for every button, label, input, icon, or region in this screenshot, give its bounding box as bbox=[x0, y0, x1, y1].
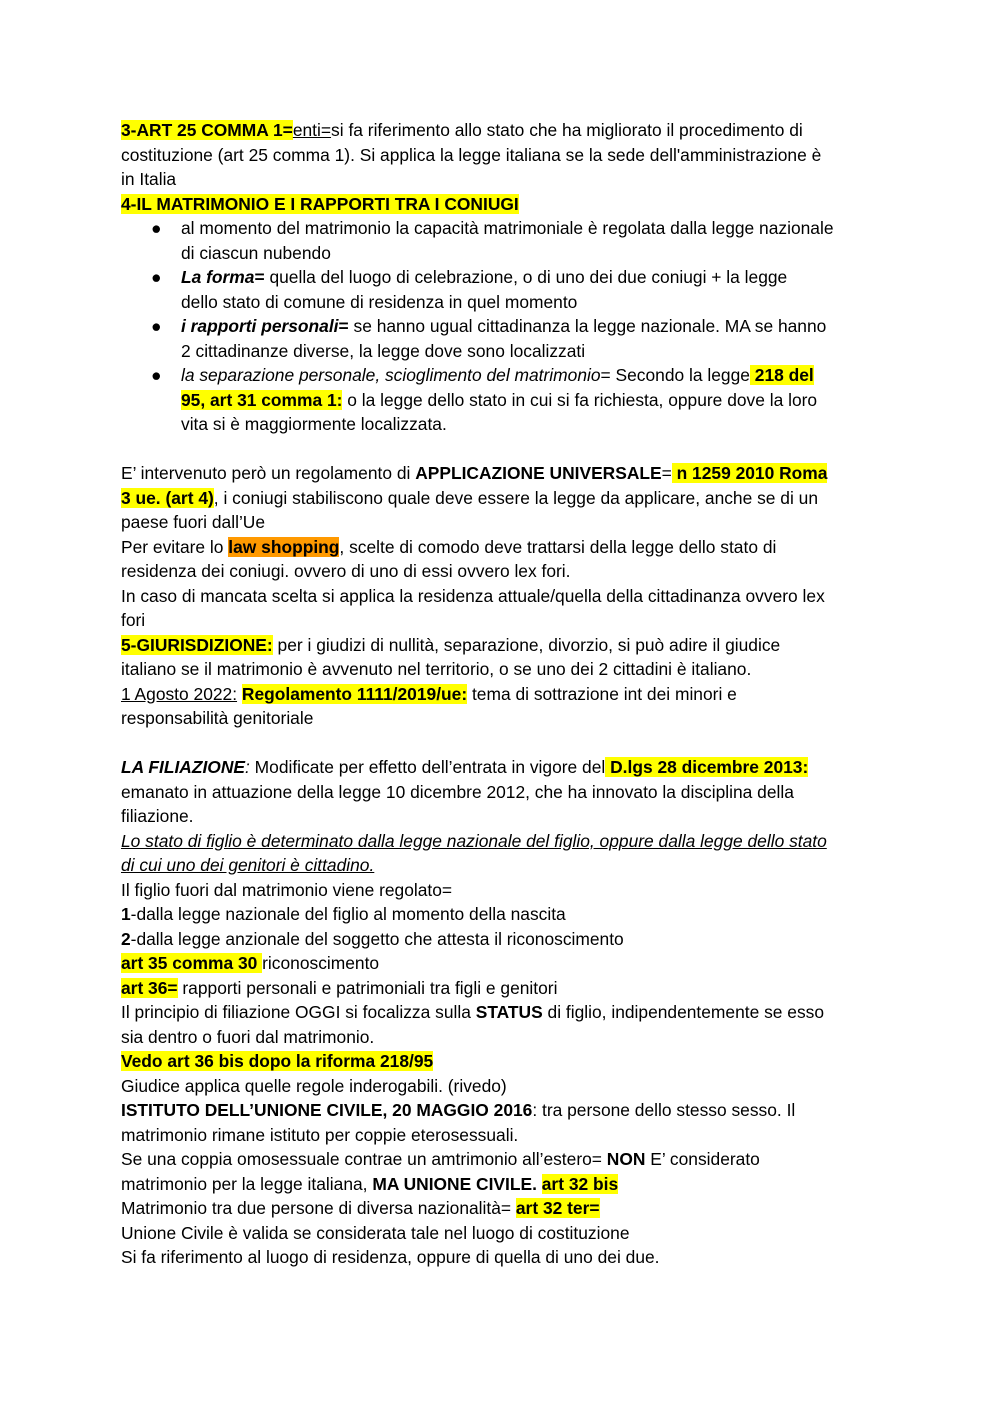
text: si fa riferimento allo stato che ha migliorato il procedimento di bbox=[331, 120, 803, 140]
paragraph-line: Il figlio fuori dal matrimonio viene regolato= bbox=[121, 879, 453, 900]
filiazione-heading: LA FILIAZIONE bbox=[121, 757, 245, 777]
non-word: NON bbox=[606, 1149, 646, 1169]
highlight: art 32 bis bbox=[541, 1173, 619, 1194]
text: E’ considerato bbox=[645, 1149, 760, 1169]
bullet-item-capacita bbox=[121, 216, 881, 265]
text: riconoscimento bbox=[262, 953, 380, 973]
paragraph-line: di cui uno dei genitori è cittadino. bbox=[121, 855, 375, 875]
colon: : bbox=[244, 757, 250, 777]
document-page bbox=[121, 118, 881, 1270]
section-4-heading-line bbox=[121, 192, 881, 217]
text: quella del luogo di celebrazione, o di uno dei due coniugi + la legge bbox=[264, 267, 788, 287]
bullet-text: al momento del matrimonio la capacità matrimoniale è regolata dalla legge nazionale bbox=[181, 218, 834, 238]
text: rapporti personali e patrimoniali tra figli e genitori bbox=[177, 977, 558, 998]
section-3-line-3: in Italia bbox=[121, 169, 177, 189]
text: Matrimonio tra due persone di diversa nazionalità= bbox=[121, 1198, 516, 1218]
text: per i giudizi di nullità, separazione, divorzio, si può adire il giudice bbox=[272, 634, 781, 655]
text: o la legge dello stato in cui si fa richiesta, oppure dove la loro bbox=[342, 389, 818, 410]
paragraph-line bbox=[121, 755, 881, 780]
number: 2 bbox=[121, 928, 131, 949]
bullet-item-rapporti bbox=[121, 314, 881, 363]
paragraph-line bbox=[121, 486, 881, 511]
text: , i coniugi stabiliscono quale deve essere la legge da applicare, anche se di un bbox=[213, 487, 819, 508]
paragraph-line: In caso di mancata scelta si applica la residenza attuale/quella della cittadinanza ovvero lex bbox=[121, 585, 825, 606]
applicazione-universale: APPLICAZIONE UNIVERSALE bbox=[415, 463, 662, 483]
paragraph-line: matrimonio rimane istituto per coppie eterosessuali. bbox=[121, 1124, 519, 1145]
rapporti-label: i rapporti personali bbox=[181, 316, 339, 336]
paragraph-line: filiazione. bbox=[121, 806, 194, 826]
bullet-text bbox=[181, 388, 881, 413]
paragraph-line: Giudice applica quelle regole inderogabili. (rivedo) bbox=[121, 1075, 507, 1096]
bullet-text: di ciascun nubendo bbox=[181, 242, 331, 263]
unione-civile-emphasis: MA UNIONE CIVILE. bbox=[372, 1173, 537, 1194]
text: matrimonio per la legge italiana, bbox=[121, 1173, 373, 1194]
bullet-text: dello stato di comune di residenza in quel momento bbox=[181, 291, 578, 312]
text: di figlio, indipendentemente se esso bbox=[542, 1002, 825, 1022]
highlight: n 1259 2010 Roma bbox=[671, 463, 828, 483]
paragraph-line: emanato in attuazione della legge 10 dicembre 2012, che ha innovato la disciplina della bbox=[121, 781, 794, 802]
highlight: D.lgs 28 dicembre 2013: bbox=[605, 757, 809, 777]
text: tema di sottrazione int dei minori e bbox=[467, 683, 737, 704]
bullet-text bbox=[181, 265, 881, 290]
spacer bbox=[121, 437, 881, 462]
bullet-icon: ● bbox=[151, 218, 162, 238]
equals: = bbox=[338, 316, 349, 336]
paragraph-line bbox=[121, 1098, 881, 1123]
highlight: 3 ue. (art 4) bbox=[121, 487, 214, 508]
bullet-icon: ● bbox=[151, 316, 162, 336]
bullet-icon: ● bbox=[151, 365, 162, 385]
section-4-heading: 4-IL MATRIMONIO E I RAPPORTI TRA I CONIUGI bbox=[121, 193, 519, 214]
paragraph-line: paese fuori dall’Ue bbox=[121, 512, 266, 532]
paragraph-line: sia dentro o fuori dal matrimonio. bbox=[121, 1026, 375, 1047]
paragraph-line: Unione Civile è valida se considerata tale nel luogo di costituzione bbox=[121, 1222, 630, 1243]
enti-label: enti= bbox=[292, 120, 332, 140]
section-5-heading: 5-GIURISDIZIONE: bbox=[121, 634, 273, 655]
text: Il principio di filiazione OGGI si focalizza sulla bbox=[121, 1002, 476, 1022]
spacer bbox=[121, 731, 881, 756]
paragraph-line bbox=[121, 1147, 881, 1172]
text: Se una coppia omosessuale contrae un amtrimonio all’estero= bbox=[121, 1149, 607, 1169]
highlight: art 36= bbox=[121, 977, 178, 998]
text: se hanno ugual cittadinanza la legge nazionale. MA se hanno bbox=[348, 316, 827, 336]
paragraph-line bbox=[121, 1049, 881, 1074]
text: -dalla legge nazionale del figlio al momento della nascita bbox=[130, 904, 566, 924]
bullet-text: vita si è maggiormente localizzata. bbox=[181, 414, 447, 434]
forma-label: La forma bbox=[181, 267, 255, 287]
bullet-text bbox=[181, 363, 881, 388]
separazione-label: la separazione personale, scioglimento del matrimonio bbox=[181, 365, 601, 385]
text: E’ intervenuto però un regolamento di bbox=[121, 463, 416, 483]
highlight: art 32 ter= bbox=[515, 1198, 600, 1218]
paragraph-line: Si fa riferimento al luogo di residenza, oppure di quella di uno dei due. bbox=[121, 1247, 660, 1267]
bullet-item-separazione bbox=[121, 363, 881, 437]
paragraph-line: residenza dei coniugi. ovvero di uno di essi ovvero lex fori. bbox=[121, 561, 571, 581]
paragraph-line bbox=[121, 1196, 881, 1221]
section-3-heading: 3-ART 25 COMMA 1= bbox=[121, 120, 293, 140]
paragraph-line bbox=[121, 951, 881, 976]
paragraph-line bbox=[121, 535, 881, 560]
bullet-text: 2 cittadinanze diverse, la legge dove sono localizzati bbox=[181, 340, 586, 361]
highlight: 95, art 31 comma 1: bbox=[181, 389, 343, 410]
text: = Secondo la legge bbox=[600, 365, 750, 385]
text: Modificate per effetto dell’entrata in vigore del bbox=[249, 757, 606, 777]
paragraph-line: fori bbox=[121, 610, 146, 630]
paragraph-line bbox=[121, 682, 881, 707]
section-3-line-1 bbox=[121, 118, 881, 143]
highlight: Regolamento 1111/2019/ue: bbox=[241, 683, 468, 704]
text: = bbox=[661, 463, 672, 483]
text: : tra persone dello stesso sesso. Il bbox=[532, 1100, 796, 1120]
section-3-line-2: costituzione (art 25 comma 1). Si applica la legge italiana se la sede dell'amministrazione è bbox=[121, 144, 822, 165]
section-5-line-1 bbox=[121, 633, 881, 658]
text: Per evitare lo bbox=[121, 536, 229, 557]
number: 1 bbox=[121, 904, 131, 924]
highlight: 218 del bbox=[749, 365, 814, 385]
paragraph-line bbox=[121, 461, 881, 486]
bullet-text bbox=[181, 314, 881, 339]
paragraph-line: responsabilità genitoriale bbox=[121, 708, 314, 728]
equals: = bbox=[254, 267, 265, 287]
paragraph-line bbox=[121, 976, 881, 1001]
date-label: 1 Agosto 2022: bbox=[121, 683, 238, 704]
paragraph-line bbox=[121, 902, 881, 927]
text: , scelte di comodo deve trattarsi della legge dello stato di bbox=[339, 536, 777, 557]
bullet-icon: ● bbox=[151, 267, 162, 287]
paragraph-line bbox=[121, 927, 881, 952]
highlight: art 35 comma 30 bbox=[121, 953, 263, 973]
section-5-line-2: italiano se il matrimonio è avvenuto nel territorio, o se uno dei 2 cittadini è italiano. bbox=[121, 659, 752, 679]
text: -dalla legge anzionale del soggetto che attesta il riconoscimento bbox=[130, 928, 624, 949]
unione-civile-heading: ISTITUTO DELL’UNIONE CIVILE, 20 MAGGIO 2016 bbox=[121, 1100, 533, 1120]
paragraph-line bbox=[121, 1172, 881, 1197]
status-word: STATUS bbox=[475, 1002, 543, 1022]
paragraph-line bbox=[121, 1000, 881, 1025]
paragraph-line: Lo stato di figlio è determinato dalla legge nazionale del figlio, oppure dalla legge dello stato bbox=[121, 830, 827, 851]
highlight-orange: law shopping bbox=[228, 536, 340, 557]
bullet-item-forma bbox=[121, 265, 881, 314]
highlight: Vedo art 36 bis dopo la riforma 218/95 bbox=[121, 1051, 434, 1071]
